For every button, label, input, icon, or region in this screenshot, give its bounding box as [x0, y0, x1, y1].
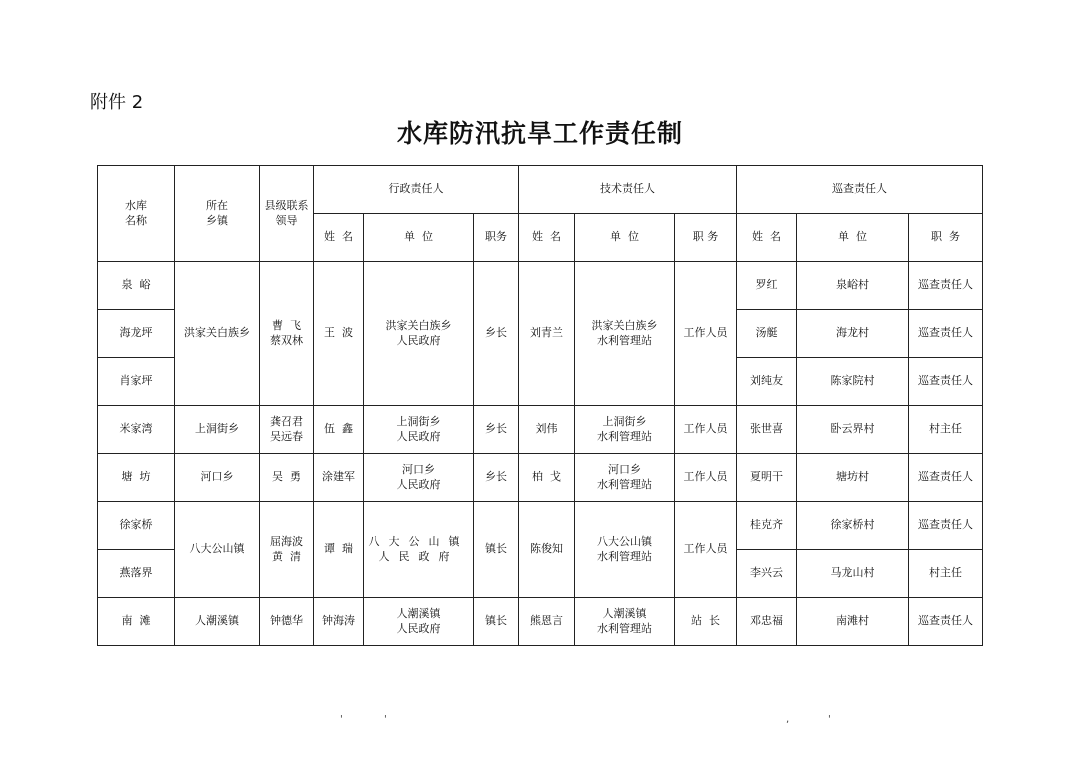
reservoir-name-cell: 泉 峪 — [98, 262, 175, 310]
tech-name-cell: 刘伟 — [519, 406, 575, 454]
patrol-unit-cell: 海龙村 — [797, 310, 909, 358]
patrol-unit-cell: 卧云界村 — [797, 406, 909, 454]
patrol-name-cell: 李兴云 — [737, 550, 797, 598]
township-cell: 人潮溪镇 — [175, 598, 260, 646]
header-tech-unit: 单 位 — [575, 214, 675, 262]
reservoir-name-cell: 南 滩 — [98, 598, 175, 646]
scan-mark: ' — [828, 714, 831, 725]
township-cell: 上洞街乡 — [175, 406, 260, 454]
document-title: 水库防汛抗旱工作责任制 — [396, 119, 683, 148]
tech-unit-cell: 洪家关白族乡 水利管理站 — [575, 262, 675, 406]
table-row — [98, 262, 983, 310]
admin-unit-cell: 八大公山镇 人民政府 — [364, 502, 474, 598]
tech-unit-cell: 人潮溪镇 水利管理站 — [575, 598, 675, 646]
reservoir-name-cell: 徐家桥 — [98, 502, 175, 550]
admin-position-cell: 乡长 — [474, 262, 519, 406]
table-row — [98, 406, 983, 454]
county-leader-cell: 龚召君 吴远春 — [260, 406, 314, 454]
header-admin-name: 姓 名 — [314, 214, 364, 262]
patrol-position-cell: 巡查责任人 — [909, 358, 983, 406]
header-reservoir-name: 水库 名称 — [98, 166, 175, 262]
patrol-name-cell: 汤艇 — [737, 310, 797, 358]
patrol-name-cell: 夏明干 — [737, 454, 797, 502]
header-patrol-unit: 单 位 — [797, 214, 909, 262]
patrol-position-cell: 巡查责任人 — [909, 454, 983, 502]
tech-unit-cell: 八大公山镇 水利管理站 — [575, 502, 675, 598]
patrol-position-cell: 巡查责任人 — [909, 502, 983, 550]
admin-name-cell: 王 波 — [314, 262, 364, 406]
scan-mark: ' — [340, 714, 343, 725]
reservoir-name-cell: 米家湾 — [98, 406, 175, 454]
patrol-position-cell: 村主任 — [909, 406, 983, 454]
tech-unit-cell: 河口乡 水利管理站 — [575, 454, 675, 502]
patrol-name-cell: 邓忠福 — [737, 598, 797, 646]
patrol-position-cell: 巡查责任人 — [909, 598, 983, 646]
header-county-leader: 县级联系 领导 — [260, 166, 314, 262]
patrol-unit-cell: 马龙山村 — [797, 550, 909, 598]
admin-unit-cell: 河口乡 人民政府 — [364, 454, 474, 502]
scan-mark: , — [786, 714, 790, 725]
admin-position-cell: 乡长 — [474, 406, 519, 454]
admin-position-cell: 镇长 — [474, 598, 519, 646]
header-patrol-group: 巡查责任人 — [737, 166, 983, 214]
scan-mark: ' — [384, 714, 387, 725]
patrol-unit-cell: 南滩村 — [797, 598, 909, 646]
patrol-name-cell: 刘纯友 — [737, 358, 797, 406]
tech-name-cell: 陈俊知 — [519, 502, 575, 598]
patrol-name-cell: 张世喜 — [737, 406, 797, 454]
header-row-1 — [98, 166, 983, 214]
tech-position-cell: 工作人员 — [675, 262, 737, 406]
header-patrol-position: 职 务 — [909, 214, 983, 262]
header-township: 所在 乡镇 — [175, 166, 260, 262]
tech-unit-cell: 上洞街乡 水利管理站 — [575, 406, 675, 454]
patrol-unit-cell: 塘坊村 — [797, 454, 909, 502]
township-cell: 洪家关白族乡 — [175, 262, 260, 406]
header-tech-position: 职 务 — [675, 214, 737, 262]
patrol-position-cell: 巡查责任人 — [909, 310, 983, 358]
table-row — [98, 502, 983, 550]
reservoir-name-cell: 肖家坪 — [98, 358, 175, 406]
admin-name-cell: 谭 瑞 — [314, 502, 364, 598]
patrol-unit-cell: 徐家桥村 — [797, 502, 909, 550]
admin-name-cell: 伍 鑫 — [314, 406, 364, 454]
header-patrol-name: 姓 名 — [737, 214, 797, 262]
reservoir-name-cell: 海龙坪 — [98, 310, 175, 358]
attachment-label: 附件 2 — [90, 92, 144, 113]
header-admin-position: 职务 — [474, 214, 519, 262]
county-leader-cell: 屈海波 黄 清 — [260, 502, 314, 598]
reservoir-name-cell: 燕落界 — [98, 550, 175, 598]
header-admin-unit: 单 位 — [364, 214, 474, 262]
township-cell: 河口乡 — [175, 454, 260, 502]
header-tech-group: 技术责任人 — [519, 166, 737, 214]
township-cell: 八大公山镇 — [175, 502, 260, 598]
admin-position-cell: 镇长 — [474, 502, 519, 598]
patrol-name-cell: 罗红 — [737, 262, 797, 310]
admin-unit-cell: 上洞街乡 人民政府 — [364, 406, 474, 454]
patrol-position-cell: 村主任 — [909, 550, 983, 598]
admin-unit-cell: 洪家关白族乡 人民政府 — [364, 262, 474, 406]
tech-position-cell: 工作人员 — [675, 406, 737, 454]
patrol-name-cell: 桂克齐 — [737, 502, 797, 550]
admin-unit-cell: 人潮溪镇 人民政府 — [364, 598, 474, 646]
tech-position-cell: 工作人员 — [675, 502, 737, 598]
patrol-unit-cell: 陈家院村 — [797, 358, 909, 406]
county-leader-cell: 曹 飞 蔡双林 — [260, 262, 314, 406]
header-admin-group: 行政责任人 — [314, 166, 519, 214]
table-row — [98, 598, 983, 646]
header-tech-name: 姓 名 — [519, 214, 575, 262]
admin-name-cell: 钟海涛 — [314, 598, 364, 646]
tech-name-cell: 刘青兰 — [519, 262, 575, 406]
admin-name-cell: 涂建军 — [314, 454, 364, 502]
responsibility-table — [97, 165, 983, 646]
admin-position-cell: 乡长 — [474, 454, 519, 502]
tech-position-cell: 工作人员 — [675, 454, 737, 502]
tech-position-cell: 站 长 — [675, 598, 737, 646]
reservoir-name-cell: 塘 坊 — [98, 454, 175, 502]
patrol-position-cell: 巡查责任人 — [909, 262, 983, 310]
patrol-unit-cell: 泉峪村 — [797, 262, 909, 310]
county-leader-cell: 吴 勇 — [260, 454, 314, 502]
table-row — [98, 454, 983, 502]
tech-name-cell: 熊恩言 — [519, 598, 575, 646]
tech-name-cell: 柏 戈 — [519, 454, 575, 502]
county-leader-cell: 钟德华 — [260, 598, 314, 646]
